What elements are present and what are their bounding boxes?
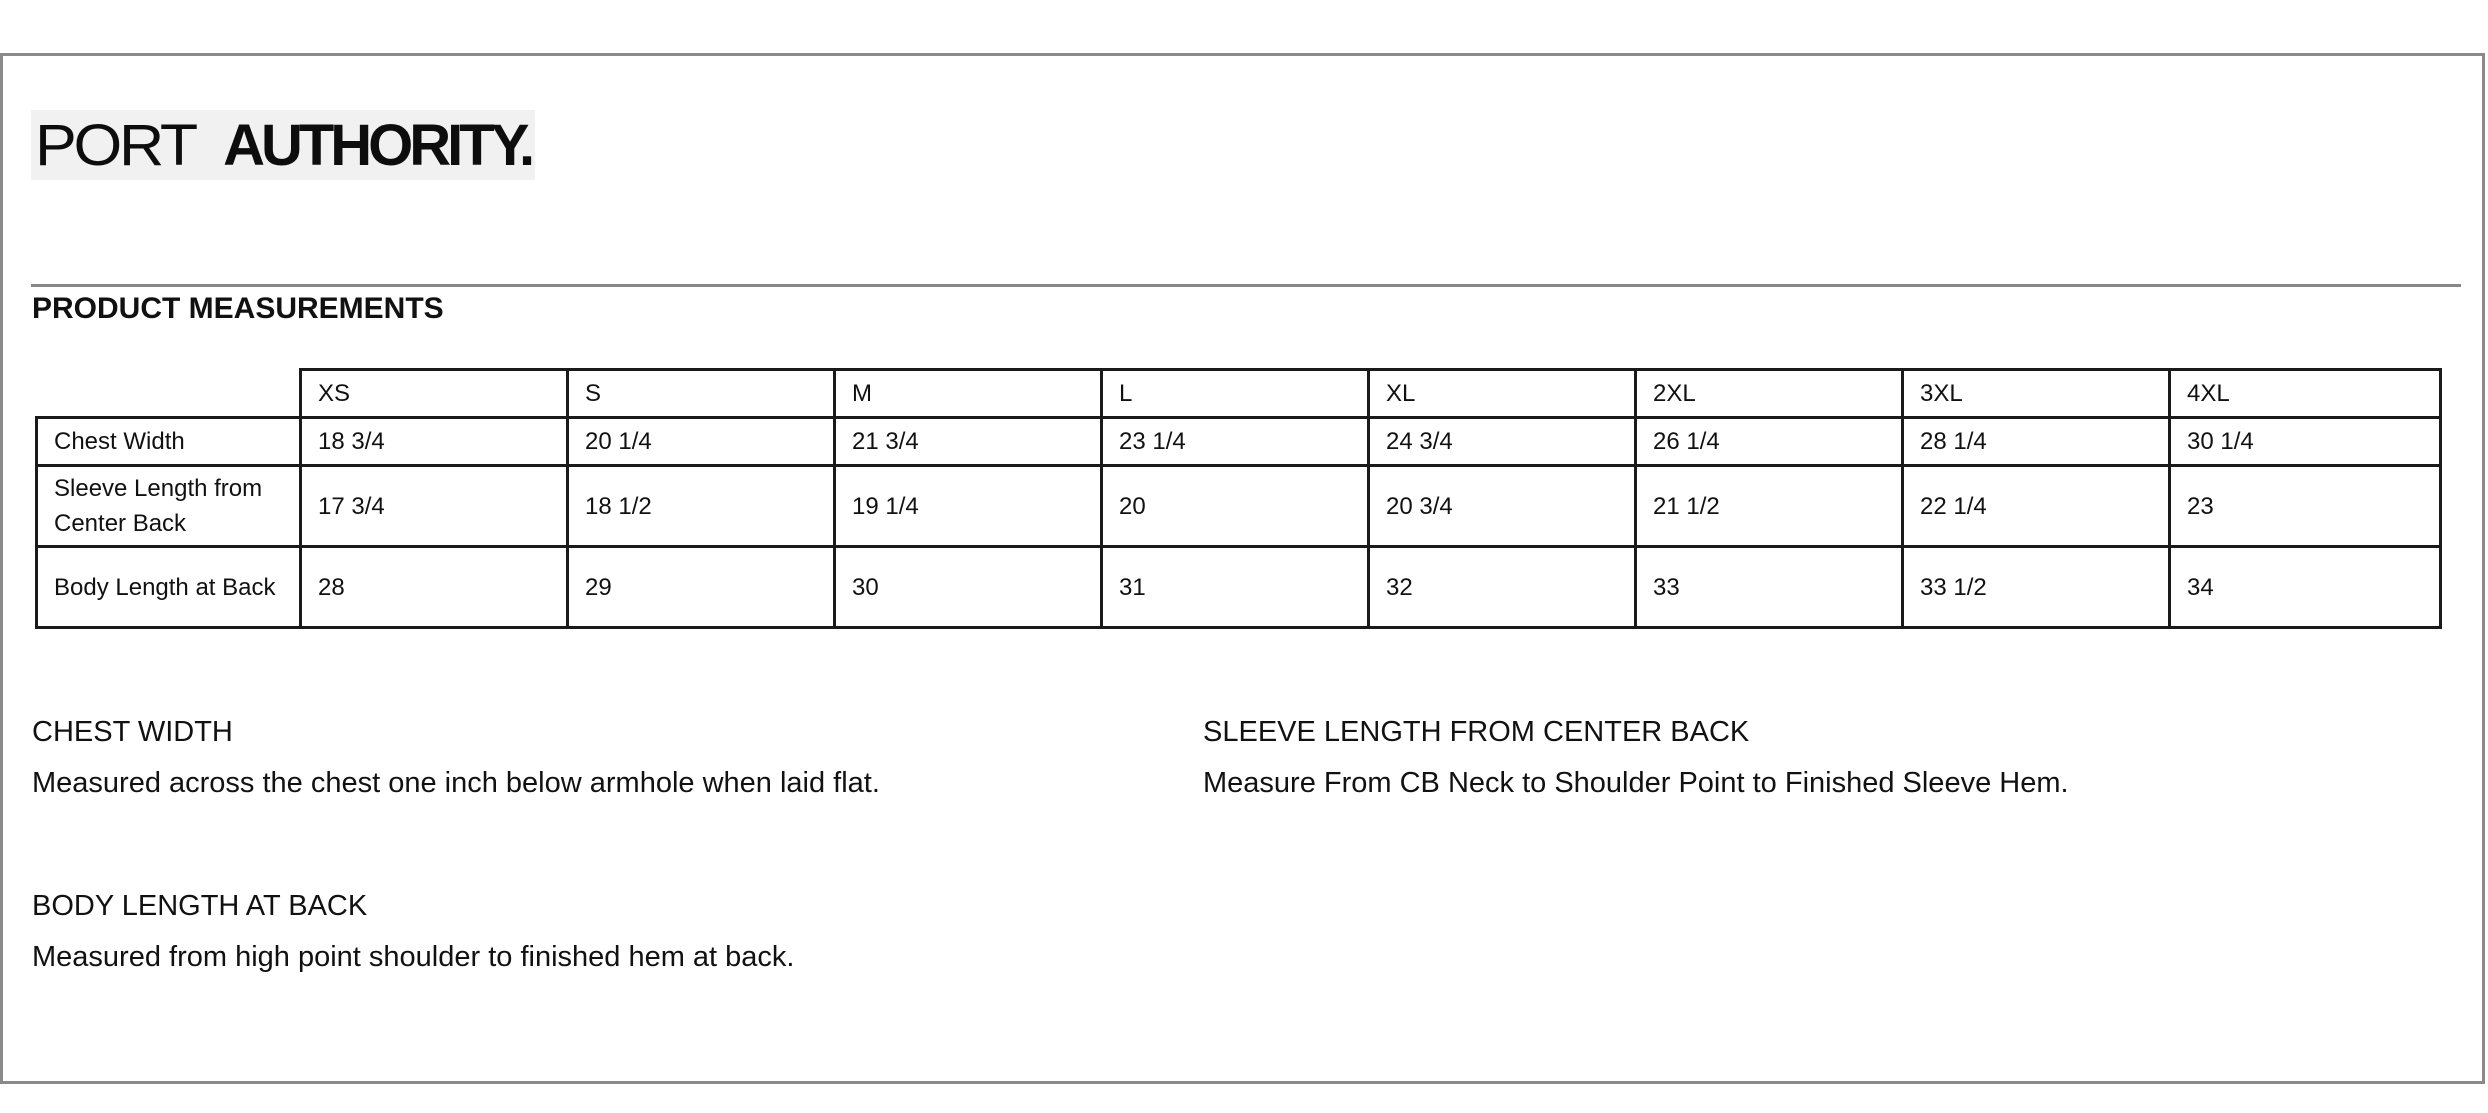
- row-label: Sleeve Length from Center Back: [37, 466, 301, 547]
- size-header-m: M: [835, 370, 1102, 418]
- table-cell: 31: [1102, 547, 1369, 628]
- table-cell: 17 3/4: [301, 466, 568, 547]
- table-cell: 26 1/4: [1636, 418, 1903, 466]
- table-cell: 30: [835, 547, 1102, 628]
- table-cell: 23: [2170, 466, 2441, 547]
- section-divider: [31, 284, 2461, 287]
- table-cell: 29: [568, 547, 835, 628]
- table-cell: 18 3/4: [301, 418, 568, 466]
- table-cell: 22 1/4: [1903, 466, 2170, 547]
- body-length-text: Measured from high point shoulder to finished hem at back.: [32, 941, 795, 973]
- table-cell: 21 3/4: [835, 418, 1102, 466]
- table-cell: 30 1/4: [2170, 418, 2441, 466]
- measurements-table: [35, 368, 2442, 629]
- table-corner-cell: [37, 370, 301, 418]
- table-cell: 33: [1636, 547, 1903, 628]
- table-cell: 33 1/2: [1903, 547, 2170, 628]
- size-header-xl: XL: [1369, 370, 1636, 418]
- size-header-4xl: 4XL: [2170, 370, 2441, 418]
- table-row-sleeve-length: [37, 466, 2441, 547]
- sleeve-length-text: Measure From CB Neck to Shoulder Point to Finished Sleeve Hem.: [1203, 767, 2069, 799]
- table-cell: 32: [1369, 547, 1636, 628]
- table-cell: 21 1/2: [1636, 466, 1903, 547]
- size-header-2xl: 2XL: [1636, 370, 1903, 418]
- row-label: Chest Width: [37, 418, 301, 466]
- sleeve-length-description: [1203, 716, 2069, 800]
- size-chart-panel: [0, 53, 2485, 1084]
- chest-width-text: Measured across the chest one inch below armhole when laid flat.: [32, 767, 880, 799]
- table-cell: 28: [301, 547, 568, 628]
- table-cell: 28 1/4: [1903, 418, 2170, 466]
- table-cell: 19 1/4: [835, 466, 1102, 547]
- size-header-row: [37, 370, 2441, 418]
- table-cell: 23 1/4: [1102, 418, 1369, 466]
- table-cell: 20: [1102, 466, 1369, 547]
- size-header-3xl: 3XL: [1903, 370, 2170, 418]
- logo-word-port: PORT: [35, 112, 195, 178]
- body-length-description: [32, 890, 794, 974]
- chest-width-heading: CHEST WIDTH: [32, 716, 233, 748]
- table-row-chest-width: [37, 418, 2441, 466]
- row-label: Body Length at Back: [37, 547, 301, 628]
- table-cell: 24 3/4: [1369, 418, 1636, 466]
- table-cell: 18 1/2: [568, 466, 835, 547]
- table-cell: 20 1/4: [568, 418, 835, 466]
- size-header-xs: XS: [301, 370, 568, 418]
- size-header-l: L: [1102, 370, 1369, 418]
- chest-width-description: [32, 716, 880, 800]
- size-header-s: S: [568, 370, 835, 418]
- port-authority-logo: [31, 110, 535, 180]
- table-cell: 34: [2170, 547, 2441, 628]
- body-length-heading: BODY LENGTH AT BACK: [32, 890, 368, 922]
- table-cell: 20 3/4: [1369, 466, 1636, 547]
- sleeve-length-heading: SLEEVE LENGTH FROM CENTER BACK: [1203, 716, 1750, 748]
- table-row-body-length: [37, 547, 2441, 628]
- logo-word-authority: AUTHORITY.: [223, 112, 532, 178]
- section-title: PRODUCT MEASUREMENTS: [32, 292, 444, 325]
